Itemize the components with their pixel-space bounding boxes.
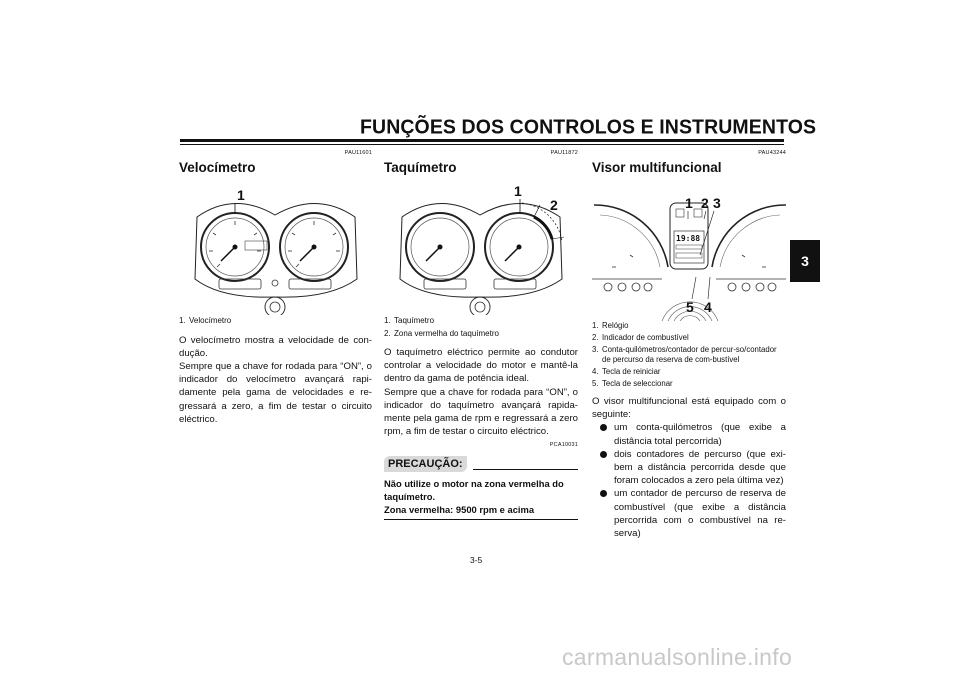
- figure-label: 2: [550, 197, 558, 213]
- section-heading: Taquímetro: [384, 160, 457, 175]
- caution-label: PRECAUÇÃO:: [384, 456, 467, 472]
- section-heading: Visor multifuncional: [592, 160, 722, 175]
- caution-box: [384, 456, 578, 519]
- figure-caption: 1. Taquímetro 2. Zona vermelha do taquímetro: [384, 316, 499, 338]
- section-body: O visor multifuncional está equipado com o seguinte:: [592, 396, 786, 421]
- figure-label: 1: [514, 183, 522, 199]
- section-body: O velocímetro mostra a velocidade de con-dução. Sempre que a chave for rodada para “ON”, o indicador do velocímetro avançará rapi-damente pela gama de velocidades e re-gressará a zero, a fim de testar o circuito eléctrico.: [179, 334, 372, 425]
- figure-label: 3: [713, 195, 721, 211]
- caution-code: PCA10031: [549, 442, 578, 449]
- figure-label: 4: [704, 299, 712, 315]
- section-multifunction-display: [592, 150, 786, 540]
- instrument-cluster-illustration: [179, 181, 372, 315]
- figure-caption: 1. Velocímetro: [179, 316, 232, 325]
- feature-list: [592, 421, 786, 540]
- chapter-tab: 3: [790, 240, 820, 282]
- figure-label: 1: [237, 187, 245, 203]
- page-number: 3-5: [470, 555, 483, 565]
- title-rule: [180, 139, 784, 142]
- title-rule-thin: [180, 144, 784, 145]
- figure-label: 2: [701, 195, 709, 211]
- section-tachometer: [384, 150, 578, 520]
- section-code: PAU11601: [344, 150, 372, 156]
- figure-label: 5: [686, 299, 694, 315]
- section-heading: Velocímetro: [179, 160, 256, 175]
- instrument-cluster-illustration: [384, 181, 578, 315]
- display-figure: [592, 181, 786, 321]
- speedometer-figure: [179, 181, 372, 315]
- list-item: um contador de percurso de reserva de combustível (que exibe a distância percorrida com o combustível na re-serva): [592, 487, 786, 540]
- watermark[interactable]: carmanualsonline.info: [562, 644, 793, 670]
- figure-label: 1: [685, 195, 693, 211]
- section-body: O taquímetro eléctrico permite ao condutor controlar a velocidade do motor e mantê-la dentro da gama de potência ideal. Sempre que a chave for rodada para “ON”, o indicador do taquímetro avançará rapida-mente pela gama de rpm e regressará a zero rpm, a fim de testar o circuito eléctrico.: [384, 347, 578, 438]
- list-item: um conta-quilómetros (que exibe a distância total percorrida): [592, 421, 786, 447]
- section-code: PAU43244: [758, 150, 786, 156]
- clock-readout: 19:88: [676, 234, 701, 243]
- list-item: dois contadores de percurso (que exi-bem a distância percorrida desde que foram colocados a zero pela última vez): [592, 448, 786, 488]
- figure-caption: 1. Relógio 2. Indicador de combustível 3. Conta-quilómetros/contador de percur-so/contador de percurso da reserva de com-bustível 4. Tecla de reiniciar 5. Tecla de seleccionar: [592, 321, 777, 388]
- tachometer-figure: [384, 181, 578, 315]
- section-code: PAU11872: [550, 150, 578, 156]
- caution-text: Não utilize o motor na zona vermelha do taquímetro. Zona vermelha: 9500 rpm e acima: [384, 478, 564, 516]
- page-title: FUNÇÕES DOS CONTROLOS E INSTRUMENTOS: [360, 115, 817, 139]
- section-speedometer: [179, 150, 372, 426]
